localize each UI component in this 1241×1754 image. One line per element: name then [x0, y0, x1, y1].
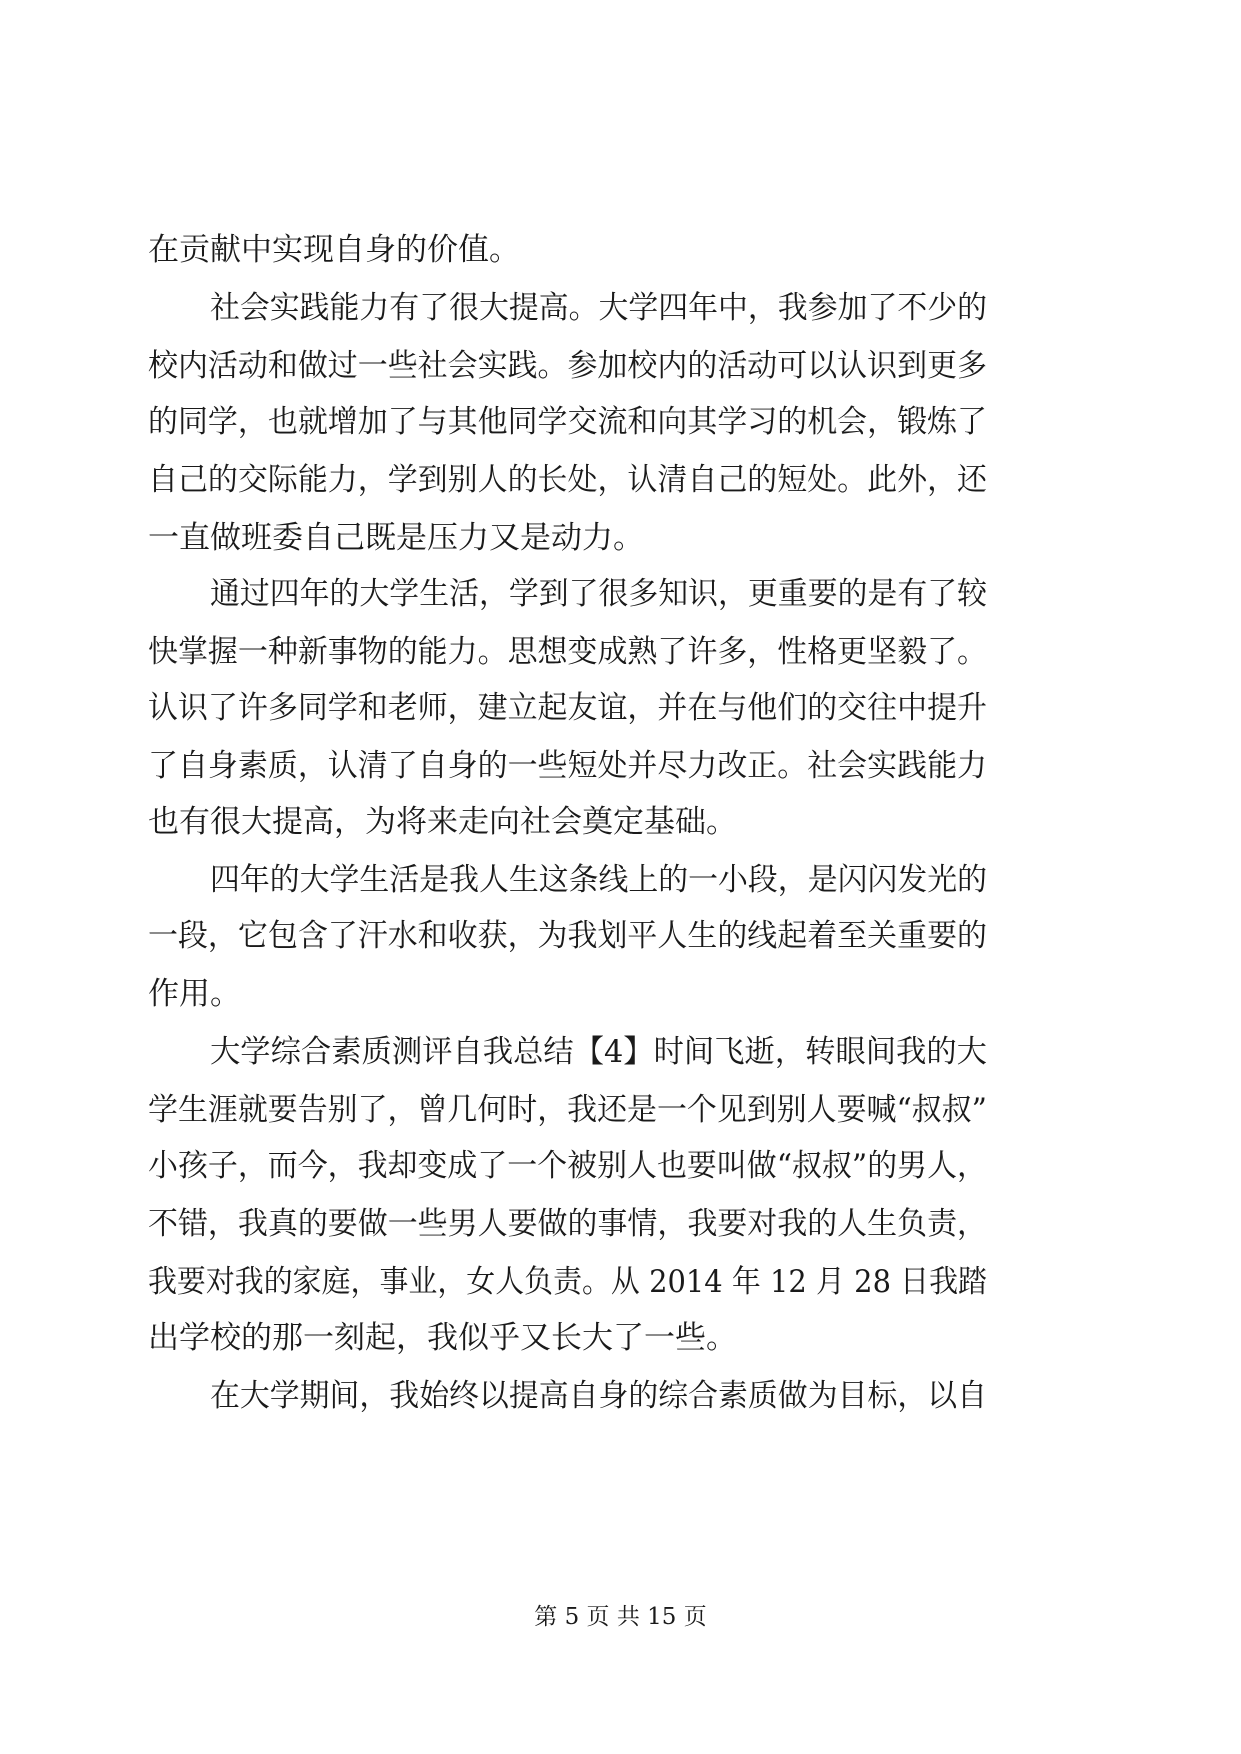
- paragraph-line-text: 学生涯就要告别了，曾几何时，我还是一个见到别人要喊“叔叔”: [148, 1092, 987, 1128]
- paragraph-line: [0, 1141, 1241, 1191]
- paragraph-line-text: 通过四年的大学生活，学到了很多知识，更重要的是有了较: [210, 576, 987, 612]
- paragraph-line-text: 校内活动和做过一些社会实践。参加校内的活动可以认识到更多: [148, 348, 987, 384]
- paragraph-line: [0, 397, 1241, 447]
- paragraph-line-text: 不错，我真的要做一些男人要做的事情，我要对我的人生负责，: [148, 1206, 987, 1242]
- paragraph-line: [0, 1257, 1241, 1307]
- paragraph-line: [0, 741, 1241, 791]
- paragraph-line-text: 在贡献中实现自身的价值。: [148, 232, 520, 268]
- paragraph-line: [0, 1313, 1241, 1363]
- paragraph-line: [0, 1199, 1241, 1249]
- paragraph-line: [0, 455, 1241, 505]
- paragraph-line-text: 我要对我的家庭，事业，女人负责。从 2014 年 12 月 28 日我踏: [148, 1264, 987, 1300]
- paragraph-line-text: 了自身素质，认清了自身的一些短处并尽力改正。社会实践能力: [148, 748, 987, 784]
- paragraph-line: [0, 225, 1241, 275]
- paragraph-line: [0, 627, 1241, 677]
- paragraph-line-text: 一段，它包含了汗水和收获，为我划平人生的线起着至关重要的: [148, 918, 987, 954]
- paragraph-line-text: 作用。: [148, 976, 241, 1012]
- paragraph-line: [0, 341, 1241, 391]
- page-footer: 第 5 页 共 15 页: [534, 1604, 707, 1630]
- paragraph-line: [0, 911, 1241, 961]
- paragraph-line: [0, 569, 1241, 619]
- paragraph-line-text: 出学校的那一刻起，我似乎又长大了一些。: [148, 1320, 737, 1356]
- paragraph-line-text: 四年的大学生活是我人生这条线上的一小段，是闪闪发光的: [210, 862, 987, 898]
- paragraph-line: [0, 513, 1241, 563]
- paragraph-line: [0, 969, 1241, 1019]
- paragraph-line: [0, 855, 1241, 905]
- paragraph-line: [0, 1027, 1241, 1077]
- paragraph-line: [0, 1085, 1241, 1135]
- paragraph-line: [0, 283, 1241, 333]
- paragraph-line-text: 大学综合素质测评自我总结【4】时间飞逝，转眼间我的大: [210, 1034, 987, 1070]
- paragraph-line-text: 在大学期间，我始终以提高自身的综合素质做为目标，以自: [210, 1378, 987, 1414]
- paragraph-line-text: 小孩子，而今，我却变成了一个被别人也要叫做“叔叔”的男人，: [148, 1148, 987, 1184]
- paragraph-line: [0, 1371, 1241, 1421]
- paragraph-line-text: 一直做班委自己既是压力又是动力。: [148, 520, 644, 556]
- paragraph-line-text: 社会实践能力有了很大提高。大学四年中，我参加了不少的: [210, 290, 987, 326]
- paragraph-line-text: 也有很大提高，为将来走向社会奠定基础。: [148, 804, 737, 840]
- paragraph-line-text: 快掌握一种新事物的能力。思想变成熟了许多，性格更坚毅了。: [148, 634, 987, 670]
- paragraph-line-text: 的同学，也就增加了与其他同学交流和向其学习的机会，锻炼了: [148, 404, 987, 440]
- paragraph-line-text: 自己的交际能力，学到别人的长处，认清自己的短处。此外，还: [148, 462, 987, 498]
- paragraph-line: [0, 683, 1241, 733]
- paragraph-line-text: 认识了许多同学和老师，建立起友谊，并在与他们的交往中提升: [148, 690, 987, 726]
- paragraph-line: [0, 797, 1241, 847]
